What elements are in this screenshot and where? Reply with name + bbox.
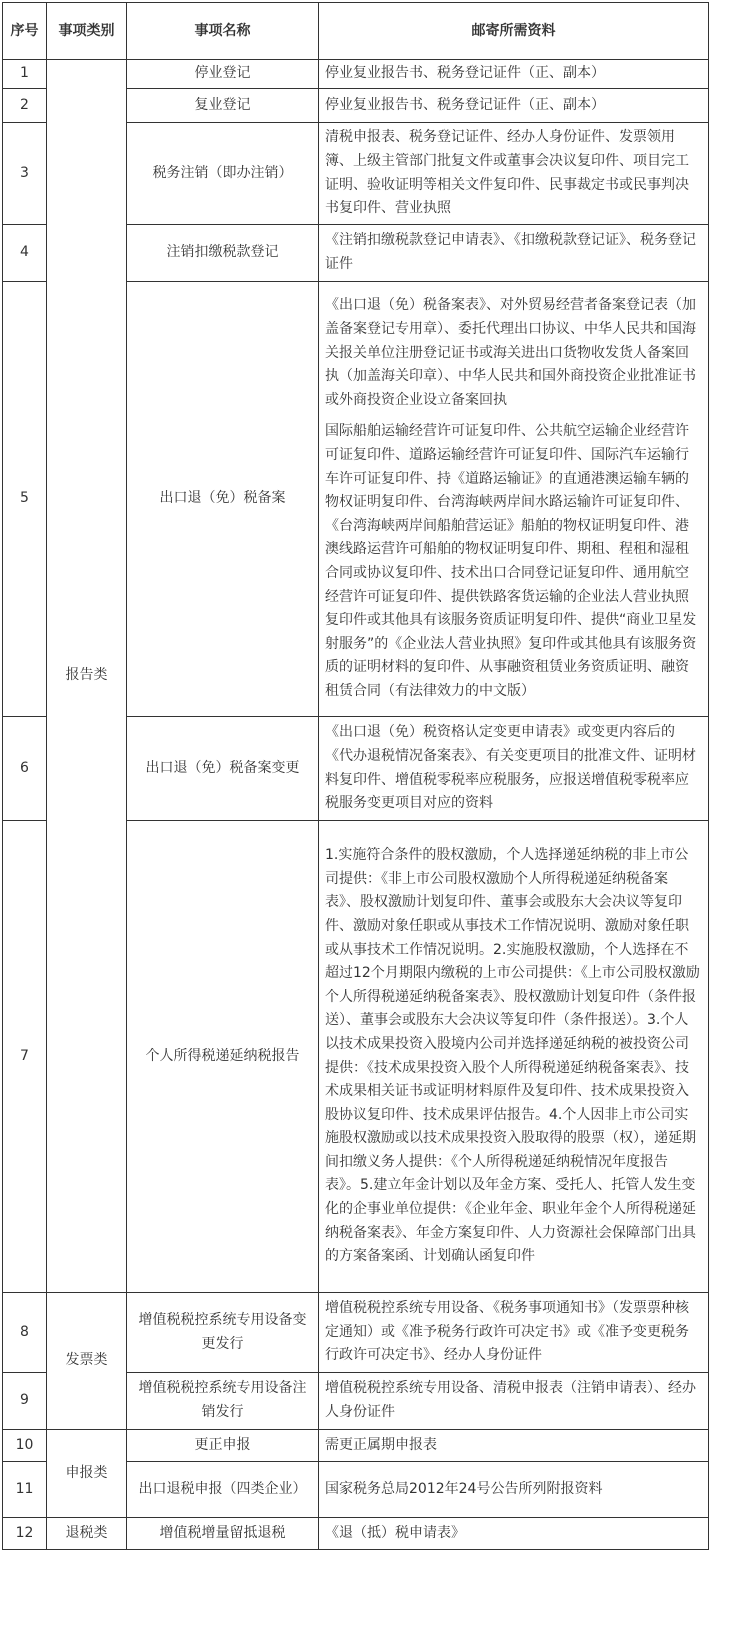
- row-seq: 8: [3, 1293, 47, 1373]
- category-refund: 退税类: [47, 1518, 127, 1550]
- row-seq: 10: [3, 1430, 47, 1462]
- row-materials: 《注销扣缴税款登记申请表》、《扣缴税款登记证》、税务登记证件: [319, 225, 709, 282]
- table-row: [3, 60, 709, 89]
- row-seq: 9: [3, 1373, 47, 1430]
- row-name: 停业登记: [127, 60, 319, 89]
- category-invoice: 发票类: [47, 1293, 127, 1430]
- row-materials: 清税申报表、税务登记证件、经办人身份证件、发票领用簿、上级主管部门批复文件或董事会决议复印件、项目完工证明、验收证明等相关文件复印件、民事裁定书或民事判决书复印件、营业执照: [319, 123, 709, 225]
- table-row: [3, 1518, 709, 1550]
- row-seq: 1: [3, 60, 47, 89]
- row-materials: 停业复业报告书、税务登记证件（正、副本）: [319, 89, 709, 123]
- row-name: 增值税税控系统专用设备注销发行: [127, 1373, 319, 1430]
- row-materials: 1.实施符合条件的股权激励，个人选择递延纳税的非上市公司提供：《非上市公司股权激励个人所得税递延纳税备案表》、股权激励计划复印件、董事会或股东大会决议等复印件、激励对象任职或从事技术工作情况说明、激励对象任职或从事技术工作情况说明。2.实施股权激励，个人选择在不超过12个月期限内缴税的上市公司提供：《上市公司股权激励个人所得税递延纳税备案表》、股权激励计划复印件（条件报送）、董事会或股东大会决议等复印件（条件报送）。3.个人以技术成果投资入股境内公司并选择递延纳税的被投资公司提供：《技术成果投资入股个人所得税递延纳税备案表》、技术成果相关证书或证明材料原件及复印件、技术成果投资入股协议复印件、技术成果评估报告。4.个人因非上市公司实施股权激励或以技术成果投资入股取得的股票（权），递延期间扣缴义务人提供：《个人所得税递延纳税情况年度报告表》。5.建立年金计划以及年金方案、受托人、托管人发生变化的企事业单位提供：《企业年金、职业年金个人所得税递延纳税备案表》、年金方案复印件、人力资源社会保障部门出具的方案备案函、计划确认函复印件: [319, 821, 709, 1293]
- header-materials: 邮寄所需资料: [319, 3, 709, 60]
- row-materials: 需更正属期申报表: [319, 1430, 709, 1462]
- row-seq: 6: [3, 717, 47, 821]
- row-materials: 停业复业报告书、税务登记证件（正、副本）: [319, 60, 709, 89]
- materials-paragraph: 国际船舶运输经营许可证复印件、公共航空运输企业经营许可证复印件、道路运输经营许可证复印件、国际汽车运输行车许可证复印件、持《道路运输证》的直通港澳运输车辆的物权证明复印件、台湾海峡两岸间水路运输许可证复印件、《台湾海峡两岸间船舶营运证》船舶的物权证明复印件、港澳线路运营许可船舶的物权证明复印件、期租、程租和湿租合同或协议复印件、技术出口合同登记证复印件、通用航空经营许可证复印件、提供铁路客货运输的企业法人营业执照复印件或其他具有该服务资质证明复印件、提供“商业卫星发射服务”的《企业法人营业执照》复印件或其他具有该服务资质的证明材料的复印件、从事融资租赁业务资质证明、融资租赁合同（有法律效力的中文版）: [325, 423, 697, 699]
- row-seq: 11: [3, 1462, 47, 1518]
- row-seq: 12: [3, 1518, 47, 1550]
- row-name: 出口退（免）税备案变更: [127, 717, 319, 821]
- row-name: 个人所得税递延纳税报告: [127, 821, 319, 1293]
- mailing-materials-table: [2, 2, 709, 1550]
- row-materials: 增值税税控系统专用设备、《税务事项通知书》（发票票种核定通知）或《准予税务行政许可决定书》或《准予变更税务行政许可决定书》、经办人身份证件: [319, 1293, 709, 1373]
- row-seq: 2: [3, 89, 47, 123]
- materials-paragraph: 《出口退（免）税备案表》、对外贸易经营者备案登记表（加盖备案登记专用章）、委托代理出口协议、中华人民共和国海关报关单位注册登记证书或海关进出口货物收发货人备案回执（加盖海关印章）、中华人民共和国外商投资企业批准证书或外商投资企业设立备案回执: [325, 297, 696, 408]
- table-row: [3, 1293, 709, 1373]
- row-name: 增值税税控系统专用设备变更发行: [127, 1293, 319, 1373]
- row-name: 税务注销（即办注销）: [127, 123, 319, 225]
- row-seq: 4: [3, 225, 47, 282]
- table-row: [3, 1430, 709, 1462]
- row-materials: 增值税税控系统专用设备、清税申报表（注销申请表）、经办人身份证件: [319, 1373, 709, 1430]
- row-name: 注销扣缴税款登记: [127, 225, 319, 282]
- row-materials: 国家税务总局2012年24号公告所列附报资料: [319, 1462, 709, 1518]
- category-report: 报告类: [47, 60, 127, 1293]
- header-name: 事项名称: [127, 3, 319, 60]
- row-materials: [319, 282, 709, 717]
- row-seq: 3: [3, 123, 47, 225]
- row-name: 出口退税申报（四类企业）: [127, 1462, 319, 1518]
- header-category: 事项类别: [47, 3, 127, 60]
- row-name: 更正申报: [127, 1430, 319, 1462]
- row-seq: 7: [3, 821, 47, 1293]
- row-name: 增值税增量留抵退税: [127, 1518, 319, 1550]
- row-materials: 《退（抵）税申请表》: [319, 1518, 709, 1550]
- row-name: 复业登记: [127, 89, 319, 123]
- row-name: 出口退（免）税备案: [127, 282, 319, 717]
- row-seq: 5: [3, 282, 47, 717]
- table-header-row: [3, 3, 709, 60]
- row-materials: 《出口退（免）税资格认定变更申请表》或变更内容后的《代办退税情况备案表》、有关变更项目的批准文件、证明材料复印件、增值税零税率应税服务，应报送增值税零税率应税服务变更项目对应的资料: [319, 717, 709, 821]
- category-declare: 申报类: [47, 1430, 127, 1518]
- header-seq: 序号: [3, 3, 47, 60]
